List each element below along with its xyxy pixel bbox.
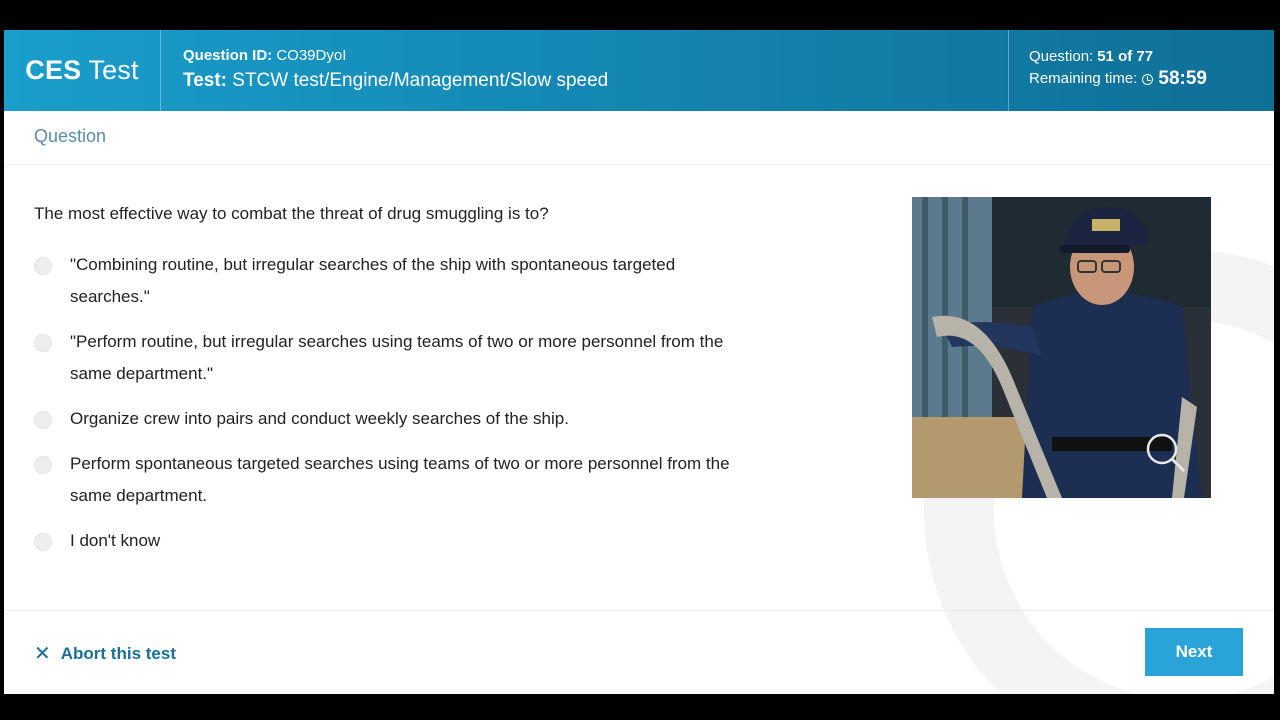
test-path	[183, 68, 983, 94]
test-value: STCW test/Engine/Management/Slow speed	[232, 70, 609, 91]
question-id-value: CO39DyoI	[276, 47, 347, 64]
divider	[4, 164, 1274, 165]
brand-bold: CES	[25, 55, 82, 85]
radio-button[interactable]	[34, 411, 52, 429]
clock-icon	[1142, 74, 1153, 85]
divider	[4, 610, 1274, 611]
radio-button[interactable]	[34, 456, 52, 474]
section-label: Question	[34, 126, 107, 146]
question-photo[interactable]	[912, 197, 1211, 498]
test-label: Test:	[183, 70, 227, 91]
answer-option-5[interactable]	[34, 530, 734, 557]
answer-option-label[interactable]: Organize crew into pairs and conduct weekly searches of the ship.	[70, 409, 569, 428]
question-counter-label: Question:	[1029, 48, 1094, 65]
question-counter-value: 51 of 77	[1097, 48, 1154, 65]
answer-option-label[interactable]: "Perform routine, but irregular searches using teams of two or more personnel from the same department."	[70, 332, 724, 383]
test-info	[183, 46, 983, 94]
answer-option-label[interactable]: Perform spontaneous targeted searches using teams of two or more personnel from the same department.	[70, 454, 730, 505]
answer-option-4[interactable]	[34, 453, 734, 512]
answer-option-2[interactable]	[34, 331, 734, 390]
answer-option-label[interactable]: "Combining routine, but irregular searches of the ship with spontaneous targeted searches."	[70, 255, 676, 306]
header-bar	[4, 30, 1274, 111]
radio-button[interactable]	[34, 334, 52, 352]
question-id	[183, 46, 983, 66]
question-counter	[1029, 46, 1274, 68]
answer-option-1[interactable]	[34, 254, 734, 313]
officer-photo-illustration	[912, 197, 1211, 498]
radio-button[interactable]	[34, 257, 52, 275]
next-button[interactable]: Next	[1145, 628, 1243, 676]
radio-button[interactable]	[34, 533, 52, 551]
brand-rest: Test	[88, 55, 139, 85]
question-id-label: Question ID:	[183, 47, 273, 64]
question-text: The most effective way to combat the threat of drug smuggling is to?	[34, 204, 549, 223]
close-icon: ✕	[34, 643, 51, 665]
remaining-time	[1029, 68, 1274, 90]
test-window	[4, 30, 1274, 694]
abort-label[interactable]: Abort this test	[60, 643, 176, 663]
abort-test-link[interactable]	[34, 641, 176, 666]
answer-options	[34, 254, 734, 575]
brand-logo	[4, 30, 161, 111]
remaining-time-value: 58:59	[1158, 68, 1207, 89]
remaining-time-label: Remaining time:	[1029, 70, 1138, 87]
answer-option-3[interactable]	[34, 408, 734, 435]
answer-option-label[interactable]: I don't know	[70, 531, 161, 550]
test-progress	[1008, 30, 1274, 111]
